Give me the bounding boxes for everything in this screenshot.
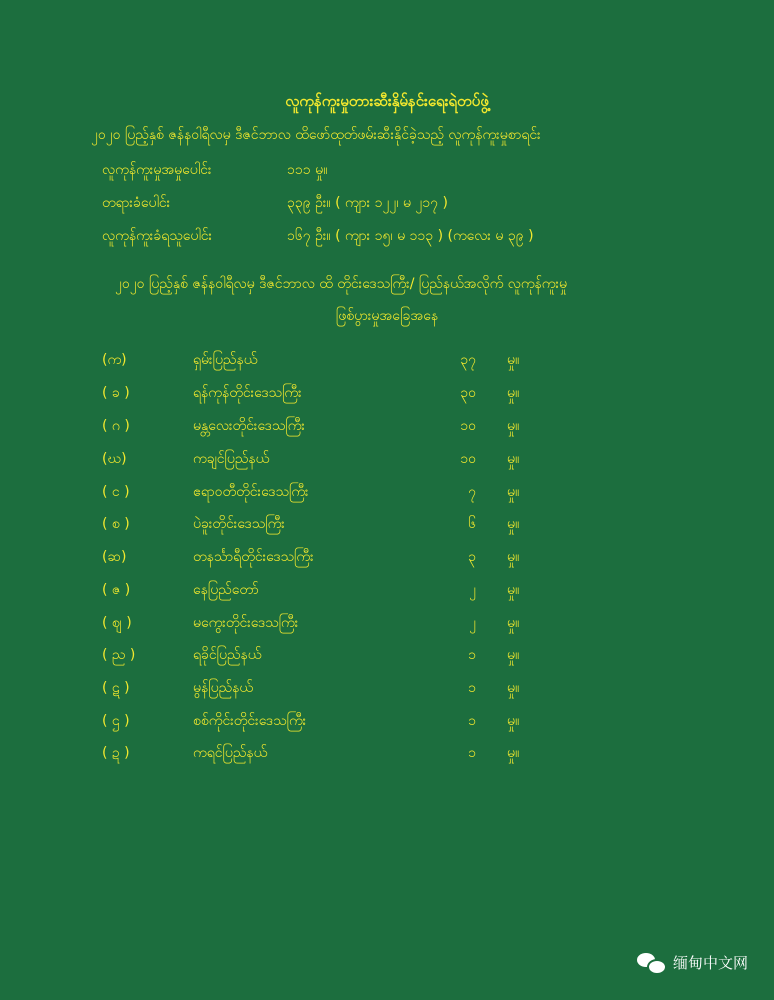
region-count: ၃၀ xyxy=(460,385,476,401)
region-count: ၂ xyxy=(469,615,476,631)
region-count: ၁ xyxy=(468,680,476,696)
summary-value-cases: ၁၁၁ မှု။ xyxy=(287,162,328,178)
region-unit: မှု။ xyxy=(507,582,520,598)
region-unit: မှု။ xyxy=(507,484,520,500)
region-code: ( ဋ ) xyxy=(102,680,130,696)
region-name: ကရင်ပြည်နယ် xyxy=(193,745,268,761)
region-code: ( ဌ ) xyxy=(102,713,130,729)
summary-label-victims: လူကုန်ကူးခံရသူပေါင်း xyxy=(102,228,213,244)
region-code: ( ဍ ) xyxy=(102,745,130,761)
region-unit: မှု။ xyxy=(507,549,520,565)
region-name: ရခိုင်ပြည်နယ် xyxy=(193,647,262,663)
region-name: မွန်ပြည်နယ် xyxy=(193,680,253,696)
region-code: (ဃ) xyxy=(102,451,127,467)
region-unit: မှု။ xyxy=(507,451,520,467)
region-name: မန္တလေးတိုင်းဒေသကြီး xyxy=(193,418,305,434)
region-name: နေပြည်တော် xyxy=(193,582,259,598)
region-code: ( ဇ ) xyxy=(102,582,131,598)
region-code: ( င ) xyxy=(102,484,130,500)
section-heading-line1: ၂၀၂၀ ပြည့်နှစ် ဇန်နဝါရီလမှ ဒီဇင်ဘာလ ထိ တိုင်းဒေသကြီး/ ပြည်နယ်အလိုက် လူကုန်ကူးမှု xyxy=(115,276,568,292)
watermark xyxy=(637,951,748,973)
region-unit: မှု။ xyxy=(507,680,520,696)
region-code: ( ည ) xyxy=(102,647,136,663)
region-count: ၁ xyxy=(468,713,476,729)
region-code: ( ဈ ) xyxy=(102,615,132,631)
region-count: ၇ xyxy=(468,484,476,500)
region-count: ၁၀ xyxy=(460,451,476,467)
region-name: တနင်္သာရီတိုင်းဒေသကြီး xyxy=(193,549,314,565)
watermark-text: 缅甸中文网 xyxy=(672,953,748,972)
region-count: ၂ xyxy=(469,582,476,598)
region-unit: မှု။ xyxy=(507,352,520,368)
region-name: ဧရာဝတီတိုင်းဒေသကြီး xyxy=(193,484,309,500)
region-code: ( ခ ) xyxy=(102,385,130,401)
region-unit: မှု။ xyxy=(507,745,520,761)
wechat-icon xyxy=(637,951,665,973)
region-name: ပဲခူးတိုင်းဒေသကြီး xyxy=(193,516,285,532)
summary-value-victims: ၁၆၇ ဦး။ ( ကျား ၁၅၊ မ ၁၁၃ ) (ကလေး မ ၃၉ ) xyxy=(287,228,534,244)
region-name: မကွေးတိုင်းဒေသကြီး xyxy=(193,615,299,631)
page-title: လူကုန်ကူးမှုတားဆီးနှိမ်နင်းရေးရဲတပ်ဖွဲ့ xyxy=(285,92,489,110)
region-name: စစ်ကိုင်းတိုင်းဒေသကြီး xyxy=(193,713,307,729)
region-unit: မှု။ xyxy=(507,713,520,729)
summary-label-offenders: တရားခံပေါင်း xyxy=(102,195,171,211)
region-name: ရှမ်းပြည်နယ် xyxy=(193,352,258,368)
region-unit: မှု။ xyxy=(507,516,520,532)
region-unit: မှု။ xyxy=(507,385,520,401)
region-count: ၁ xyxy=(468,647,476,663)
region-unit: မှု။ xyxy=(507,647,520,663)
region-unit: မှု။ xyxy=(507,615,520,631)
region-code: (က) xyxy=(102,352,127,368)
region-count: ၃၇ xyxy=(460,352,476,368)
region-count: ၃ xyxy=(468,549,476,565)
section-heading-line2: ဖြစ်ပွားမှုအခြေအနေ xyxy=(335,308,439,324)
region-count: ၁ xyxy=(468,745,476,761)
region-name: ရန်ကုန်တိုင်းဒေသကြီး xyxy=(193,385,302,401)
region-unit: မှု။ xyxy=(507,418,520,434)
region-count: ၁၀ xyxy=(460,418,476,434)
region-count: ၆ xyxy=(468,516,476,532)
region-code: ( စ ) xyxy=(102,516,130,532)
region-code: (ဆ) xyxy=(102,549,127,565)
summary-label-cases: လူကုန်ကူးမှုအမှုပေါင်း xyxy=(102,162,212,178)
region-code: ( ဂ ) xyxy=(102,418,130,434)
region-name: ကချင်ပြည်နယ် xyxy=(193,451,270,467)
summary-value-offenders: ၃၃၉ ဦး။ ( ကျား ၁၂၂၊ မ ၂၁၇ ) xyxy=(287,195,448,211)
page-subtitle: ၂၀၂၀ ပြည့်နှစ် ဇန်နဝါရီလမှ ဒီဇင်ဘာလ ထိဖော်ထုတ်ဖမ်းဆီးနိုင်ခဲ့သည့် လူကုန်ကူးမှုစာရင်း xyxy=(91,127,541,143)
